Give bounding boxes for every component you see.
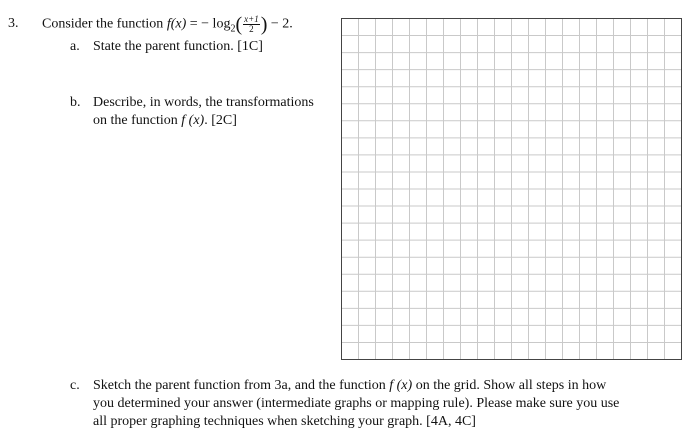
part-b-line1 — [70, 94, 314, 112]
part-c-letter: c. — [70, 378, 80, 393]
stem-suffix: − 2. — [270, 16, 293, 32]
part-a — [70, 38, 263, 56]
graph-grid[interactable] — [341, 18, 682, 360]
part-a-letter: a. — [70, 39, 80, 54]
part-c-line3: all proper graphing techniques when sketching your graph. [4A, 4C] — [93, 414, 476, 429]
part-b-letter: b. — [70, 95, 81, 110]
fraction — [243, 15, 260, 34]
question-stem — [42, 15, 293, 39]
neg-log: − log — [201, 16, 231, 32]
left-paren-icon: ( — [235, 13, 243, 36]
part-c-function: f (x) — [389, 378, 413, 393]
question-number: 3. — [8, 16, 19, 31]
part-b-function: f (x) — [181, 113, 205, 128]
part-a-text: State the parent function. [1C] — [93, 39, 263, 54]
stem-prefix: Consider the function — [42, 16, 164, 32]
function-lhs: f(x) — [166, 16, 187, 32]
part-c-line2: you determined your answer (intermediate graphs or mapping rule). Please make sure you use — [93, 396, 620, 411]
part-b-line2-suffix: . [2C] — [204, 113, 237, 128]
part-c-line1-prefix: Sketch the parent function from 3a, and the function — [93, 378, 386, 393]
part-c-line1-suffix: on the grid. Show all steps in how — [415, 378, 607, 393]
equals-sign: = — [189, 16, 198, 32]
fraction-numerator: x+1 — [244, 14, 259, 24]
part-c-line1 — [70, 377, 606, 395]
part-b-text-line1: Describe, in words, the transformations — [93, 95, 314, 110]
part-b-line2 — [93, 112, 237, 130]
right-paren-icon: ) — [260, 13, 268, 36]
part-b-line2-prefix: on the function — [93, 113, 178, 128]
log-base: 2 — [230, 23, 236, 35]
fraction-denominator: 2 — [249, 24, 254, 34]
